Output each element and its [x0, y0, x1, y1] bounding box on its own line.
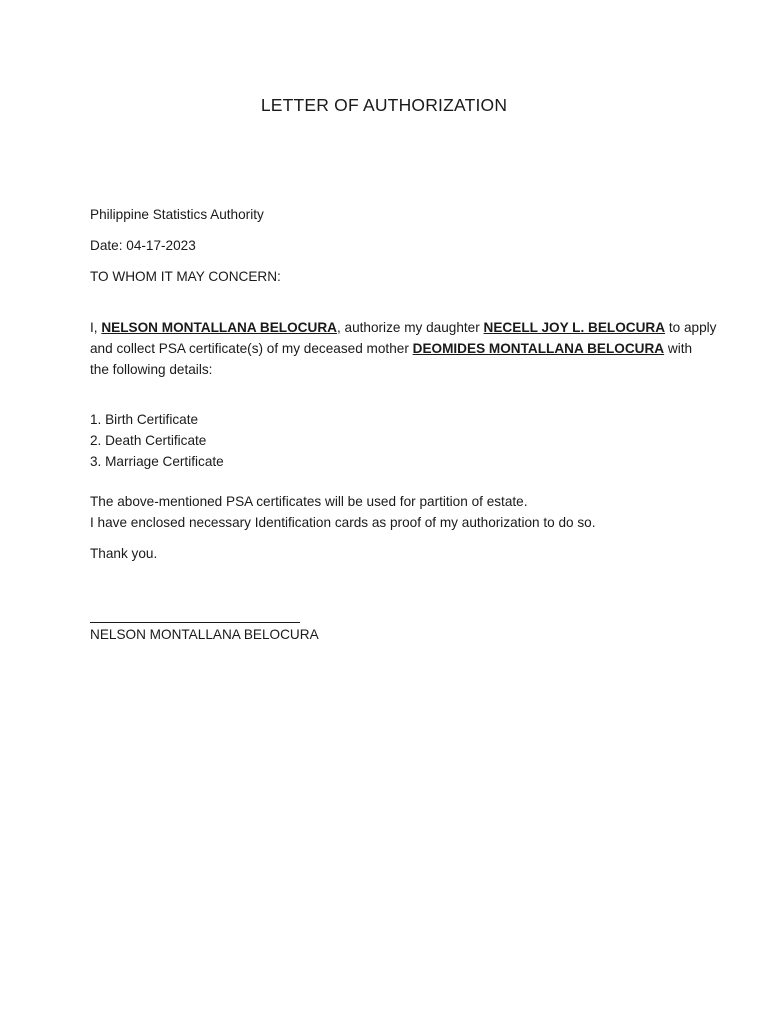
body-text: I, [90, 320, 102, 335]
body-line-2 [90, 341, 692, 356]
purpose-line-2: I have enclosed necessary Identification cards as proof of my authorization to do so. [90, 515, 596, 530]
recipient-line: Philippine Statistics Authority [90, 207, 264, 222]
body-line-1 [90, 320, 716, 335]
letter-title: LETTER OF AUTHORIZATION [260, 95, 508, 115]
list-item-birth: 1. Birth Certificate [90, 412, 199, 427]
authorized-name: NECELL JOY L. BELOCURA [483, 320, 666, 335]
body-text: with [664, 341, 693, 356]
closing-line: Thank you. [90, 546, 158, 561]
signature-line [90, 622, 300, 623]
date-line: Date: 04-17-2023 [90, 238, 196, 253]
body-text: to apply [665, 320, 717, 335]
purpose-line-1: The above-mentioned PSA certificates will be used for partition of estate. [90, 494, 528, 509]
authorizer-name: NELSON MONTALLANA BELOCURA [101, 320, 337, 335]
list-item-death: 2. Death Certificate [90, 433, 207, 448]
body-text: , authorize my daughter [336, 320, 484, 335]
signatory-name: NELSON MONTALLANA BELOCURA [90, 627, 319, 642]
body-line-3: the following details: [90, 362, 213, 377]
body-text: and collect PSA certificate(s) of my deceased mother [90, 341, 413, 356]
list-item-marriage: 3. Marriage Certificate [90, 454, 224, 469]
deceased-name: DEOMIDES MONTALLANA BELOCURA [412, 341, 665, 356]
salutation-line: TO WHOM IT MAY CONCERN: [90, 269, 281, 284]
